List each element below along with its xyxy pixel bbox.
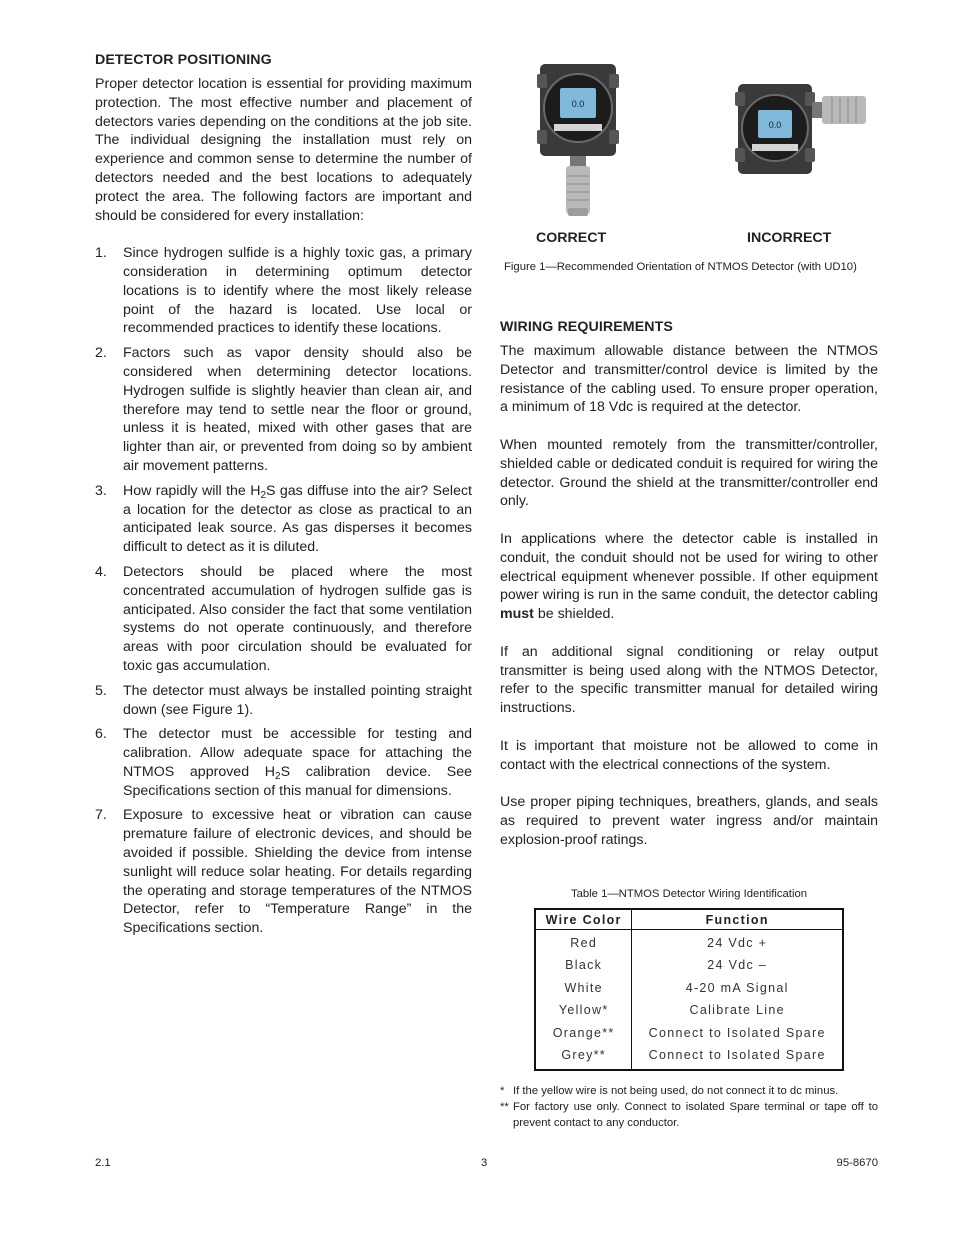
list-item: 4. Detectors should be placed where the most concentrated accumulation of hydrogen sulfide gas is anticipated. Also consider the fact that some ventilation systems do not operate continuously, and therefore areas with poor circulation should be evaluated for toxic gas accumulation. xyxy=(95,563,472,674)
right-column xyxy=(500,52,878,1131)
table-row: Grey** Connect to Isolated Spare xyxy=(535,1044,843,1070)
wiring-paragraph: When mounted remotely from the transmitter/controller, shielded cable or dedicated conduit is required for wiring the detector. Ground the shield at the transmitter/controller end only. xyxy=(500,436,878,510)
list-item: 5. The detector must always be installed pointing straight down (see Figure 1). xyxy=(95,682,472,718)
wiring-paragraph: In applications where the detector cable is installed in conduit, the conduit should not be used for wiring to other electrical equipment whenever possible. If other equipment power wiring is run in the same conduit, the detector cabling must be shielded. xyxy=(500,530,878,623)
detector-correct-image xyxy=(536,62,620,222)
list-item: 7. Exposure to excessive heat or vibration can cause premature failure of electronic devices, and should be avoided if possible. Shielding the device from intense sunlight will reduce solar heating. For details regarding the operating and storage temperatures of the NTMOS Detector, refer to “Temperature Range” in the Specifications section. xyxy=(95,807,472,937)
footnote: ** For factory use only. Connect to isolated Spare terminal or tape off to prevent contact to any conductor. xyxy=(500,1100,878,1129)
wiring-table xyxy=(534,908,844,1071)
wiring-section xyxy=(500,319,878,1131)
table-header-row xyxy=(535,909,843,930)
page-number: 3 xyxy=(481,1157,488,1169)
svg-text:0.0: 0.0 xyxy=(571,99,585,109)
column-header: Function xyxy=(632,909,843,930)
detector-incorrect-image xyxy=(734,80,870,180)
wiring-paragraph: If an additional signal conditioning or relay output transmitter is being used along with the NTMOS Detector, refer to the specific transmitter manual for detailed wiring instructions. xyxy=(500,643,878,717)
intro-paragraph: Proper detector location is essential for providing maximum protection. The most effective number and placement of detectors varies depending on the conditions at the job site. The individual designing the installation must rely on experience and common sense to determine the number of detectors needed and the best locations to adequately protect the area. The following factors are important and should be considered for every installation: xyxy=(95,76,472,224)
list-item: 2. Factors such as vapor density should also be considered when determining detector locations. Hydrogen sulfide is slightly heavier than clean air, and therefore may tend to settle near the floor or ground, unless it is heated, mixed with other gases that are lighter than air, or prevented from doing so by ambient air movement patterns. xyxy=(95,345,472,474)
table-row: Black 24 Vdc – xyxy=(535,954,843,977)
correct-label: CORRECT xyxy=(536,230,607,246)
incorrect-label: INCORRECT xyxy=(747,230,832,246)
table-row: White 4-20 mA Signal xyxy=(535,977,843,1000)
table-row: Red 24 Vdc + xyxy=(535,929,843,954)
factor-list xyxy=(95,244,472,938)
table-row: Yellow* Calibrate Line xyxy=(535,999,843,1022)
svg-text:0.0: 0.0 xyxy=(768,120,782,130)
list-item: 6. The detector must be accessible for testing and calibration. Allow adequate space for attaching the NTMOS approved $H_2S$ calibration device. See Specifications section of this manual for dimensions. xyxy=(95,726,472,799)
table-notes xyxy=(500,1083,878,1131)
wiring-paragraph: It is important that moisture not be allowed to come in contact with the electrical connections of the system. xyxy=(500,737,878,773)
table-row: Orange** Connect to Isolated Spare xyxy=(535,1022,843,1045)
figure-caption: Figure 1—Recommended Orientation of NTMOS Detector (with UD10) xyxy=(504,261,857,273)
revision-number: 2.1 xyxy=(95,1157,111,1169)
column-header: Wire Color xyxy=(535,909,632,930)
list-item: 3. How rapidly will the $H_2S$ gas diffuse into the air? Select a location for the detector as close as practical to an anticipated leak source. As gas disperses it becomes difficult to detect as it is diluted. xyxy=(95,482,472,556)
wiring-paragraph: Use proper piping techniques, breathers, glands, and seals as required to prevent water ingress and/or maintain explosion-proof ratings. xyxy=(500,794,878,848)
section-heading-detector-positioning: DETECTOR POSITIONING xyxy=(95,52,272,68)
wiring-paragraph: The maximum allowable distance between the NTMOS Detector and transmitter/control device is limited by the resistance of the cabling used. To ensure proper operation, a minimum of 18 Vdc is required at the detector. xyxy=(500,343,878,416)
left-column xyxy=(95,52,472,944)
figure-1 xyxy=(500,52,878,302)
footnote: * If the yellow wire is not being used, do not connect it to dc minus. xyxy=(500,1084,839,1097)
list-item: 1. Since hydrogen sulfide is a highly toxic gas, a primary consideration in determining optimum detector locations is to identify where the most likely release point of the hazard is located. Use local or recommended practices to identify these locations. xyxy=(95,245,472,337)
table-caption: Table 1—NTMOS Detector Wiring Identification xyxy=(570,887,808,900)
document-number: 95-8670 xyxy=(836,1157,878,1169)
section-heading-wiring-requirements: WIRING REQUIREMENTS xyxy=(500,319,673,335)
